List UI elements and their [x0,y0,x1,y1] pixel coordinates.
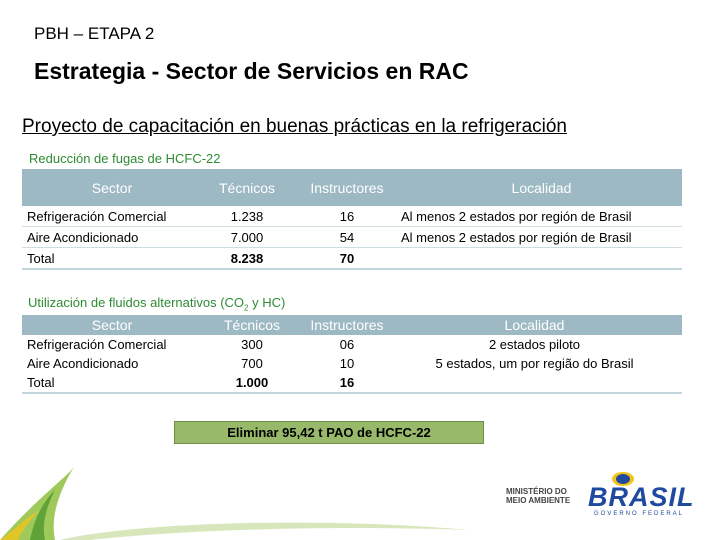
table-cell: 700 [241,356,263,371]
table-cell: 8.238 [197,248,297,270]
column-header: Sector [22,169,197,206]
table-cell: 1.238 [197,206,297,227]
table-cell: 10 [339,356,355,371]
table-cell: Aire Acondicionado [27,356,139,371]
table-row-total [22,248,682,270]
ministry-logo-line1: MINISTÉRIO DO [506,487,567,496]
table-cell [397,248,682,270]
table-cell: Total [22,248,197,270]
table-row-total [22,373,682,393]
column-header: Localidad [397,169,682,206]
column-header: Instructores [297,169,397,206]
table-cell: 06 [339,337,355,352]
table-row [22,227,682,248]
subscript: 2 [244,303,249,313]
table-cell: Total [22,373,197,393]
goal-banner: Eliminar 95,42 t PAO de HCFC-22 [174,421,484,444]
page-subtitle: Proyecto de capacitación en buenas prácticas en la refrigeración [22,116,567,137]
column-header: Sector [22,315,197,335]
brasil-logo: BRASIL [588,482,695,512]
table-cell: 54 [297,227,397,248]
table-row [22,354,682,373]
section-label-text: Utilización de fluidos alternativos (CO [28,295,245,310]
table-row [22,335,682,354]
table-cell: Al menos 2 estados por región de Brasil [397,206,682,227]
table-cell: 16 [297,206,397,227]
table-row [22,206,682,227]
table-cell: Al menos 2 estados por región de Brasil [397,227,682,248]
page-title: Estrategia - Sector de Servicios en RAC [34,58,469,84]
table-header-row [22,315,682,335]
table-cell: 2 estados piloto [488,337,581,352]
table-cell: 70 [297,248,397,270]
table-cell: 5 estados, um por região do Brasil [435,356,634,371]
column-header: Localidad [387,315,682,335]
governo-federal-label: GOVERNO FEDERAL [594,511,685,517]
table-cell: 7.000 [197,227,297,248]
table-header-row [22,169,682,206]
table-cell: Refrigeración Comercial [27,337,167,352]
table-cell: 16 [307,373,387,393]
column-header: Técnicos [197,169,297,206]
section-label-text: y HC) [248,295,286,310]
table-cell: Refrigeración Comercial [22,206,197,227]
table-cell: Aire Acondicionado [22,227,197,248]
leak-reduction-table [22,169,682,270]
stage-label: PBH – ETAPA 2 [34,24,155,43]
table-cell [387,373,682,393]
ministry-logo-line2: MEIO AMBIENTE [506,496,571,505]
column-header: Instructores [307,315,387,335]
section-label-alternative-fluids [28,295,285,313]
column-header: Técnicos [197,315,307,335]
ministry-logo [506,487,570,505]
table-cell: 300 [241,337,263,352]
section-label-leak-reduction: Reducción de fugas de HCFC-22 [29,151,221,166]
alternative-fluids-table [22,315,682,394]
table-cell: 1.000 [197,373,307,393]
